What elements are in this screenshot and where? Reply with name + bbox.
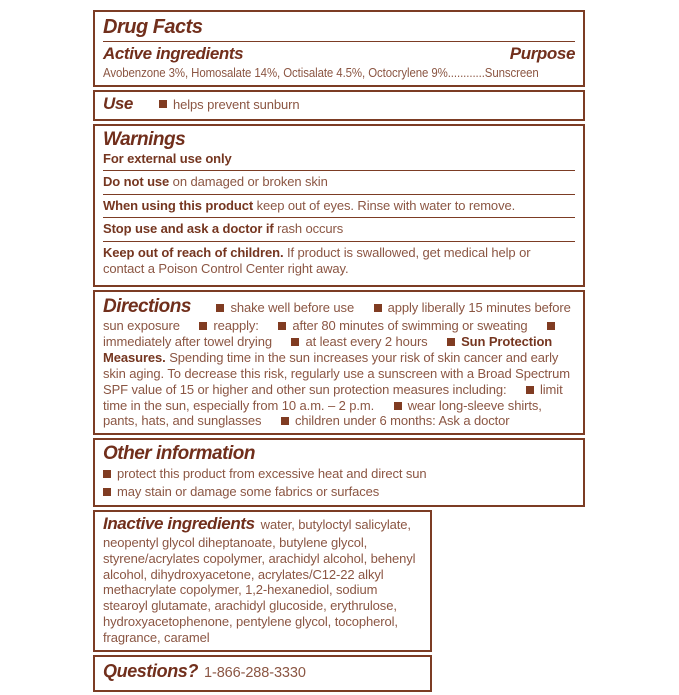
other-information-heading: Other information	[103, 443, 255, 465]
square-bullet-icon	[547, 322, 555, 330]
warning-row: Do not use on damaged or broken skin	[103, 170, 575, 194]
directions-heading: Directions	[103, 296, 191, 318]
section-use	[93, 90, 585, 121]
other-information-items	[103, 465, 575, 501]
square-bullet-icon	[291, 338, 299, 346]
other-information-item: protect this product from excessive heat and direct sun	[103, 465, 575, 483]
active-ingredients-line: Avobenzone 3%, Homosalate 14%, Octisalate 4.5%, Octocrylene 9%............Sunscreen	[103, 65, 539, 81]
directions-segments: shake well before use apply liberally 15 minutes before sun exposure reapply: after 80 minutes of swimming or sweating immediately after towel drying at least every 2 hours Sun Protection Measures. Spending time in the sun increases your risk of skin cancer and early skin aging. To decrease this risk, regularly use a sunscreen with a Broad Spectrum SPF value of 15 or higher and other sun protection measures including: limit time in the sun, especially from 10 a.m. – 2 p.m. wear long-sleeve shirts, pants, hats, and sunglasses children under 6 months: Ask a doctor	[103, 300, 571, 429]
square-bullet-icon	[394, 402, 402, 410]
purpose-heading: Purpose	[509, 44, 575, 64]
drug-facts-title: Drug Facts	[103, 16, 203, 38]
inactive-ingredients-text: water, butyloctyl salicylate, neopentyl glycol diheptanoate, butylene glycol, styrene/acrylates copolymer, arachidyl alcohol, behenyl alcohol, dihydroxyacetone, acrylates/C12-22 alkyl methacrylate copolymer, 1,2-hexanediol, sodium stearoyl glutamate, arachidyl glucoside, erythrulose, hydroxyacetophenone, pentylene glycol, tocopherol, fragrance, caramel	[103, 517, 416, 646]
section-warnings	[93, 124, 585, 287]
active-purpose-row	[103, 44, 575, 65]
section-directions	[93, 290, 585, 435]
directions-paragraph	[103, 294, 575, 429]
square-bullet-icon	[374, 304, 382, 312]
external-use-only: For external use only	[103, 150, 232, 166]
square-bullet-icon	[103, 488, 111, 496]
square-bullet-icon	[216, 304, 224, 312]
section-questions	[93, 655, 432, 692]
warning-row: Keep out of reach of children. If product is swallowed, get medical help or contact a Poison Control Center right away.	[103, 241, 575, 281]
warnings-rows	[103, 170, 575, 281]
square-bullet-icon	[159, 100, 167, 108]
inactive-ingredients-paragraph	[103, 514, 422, 646]
questions-heading: Questions?	[103, 660, 199, 681]
warning-row: When using this product keep out of eyes. Rinse with water to remove.	[103, 194, 575, 218]
use-heading: Use	[103, 93, 133, 113]
inactive-ingredients-heading: Inactive ingredients	[103, 514, 255, 534]
questions-phone: 1-866-288-3330	[204, 664, 306, 681]
section-other-information	[93, 438, 585, 507]
square-bullet-icon	[447, 338, 455, 346]
section-inactive-ingredients	[93, 510, 432, 652]
drug-facts-label	[93, 10, 585, 695]
square-bullet-icon	[199, 322, 207, 330]
other-information-item: may stain or damage some fabrics or surfaces	[103, 483, 575, 501]
warnings-heading: Warnings	[103, 128, 186, 150]
square-bullet-icon	[526, 386, 534, 394]
square-bullet-icon	[278, 322, 286, 330]
title-divider	[103, 41, 575, 42]
section-drug-facts	[93, 10, 585, 87]
square-bullet-icon	[281, 417, 289, 425]
square-bullet-icon	[103, 470, 111, 478]
use-text: helps prevent sunburn	[173, 96, 300, 112]
questions-row	[103, 659, 422, 686]
use-row	[103, 94, 575, 115]
warning-row: Stop use and ask a doctor if rash occurs	[103, 217, 575, 241]
active-ingredients-heading: Active ingredients	[103, 44, 244, 64]
